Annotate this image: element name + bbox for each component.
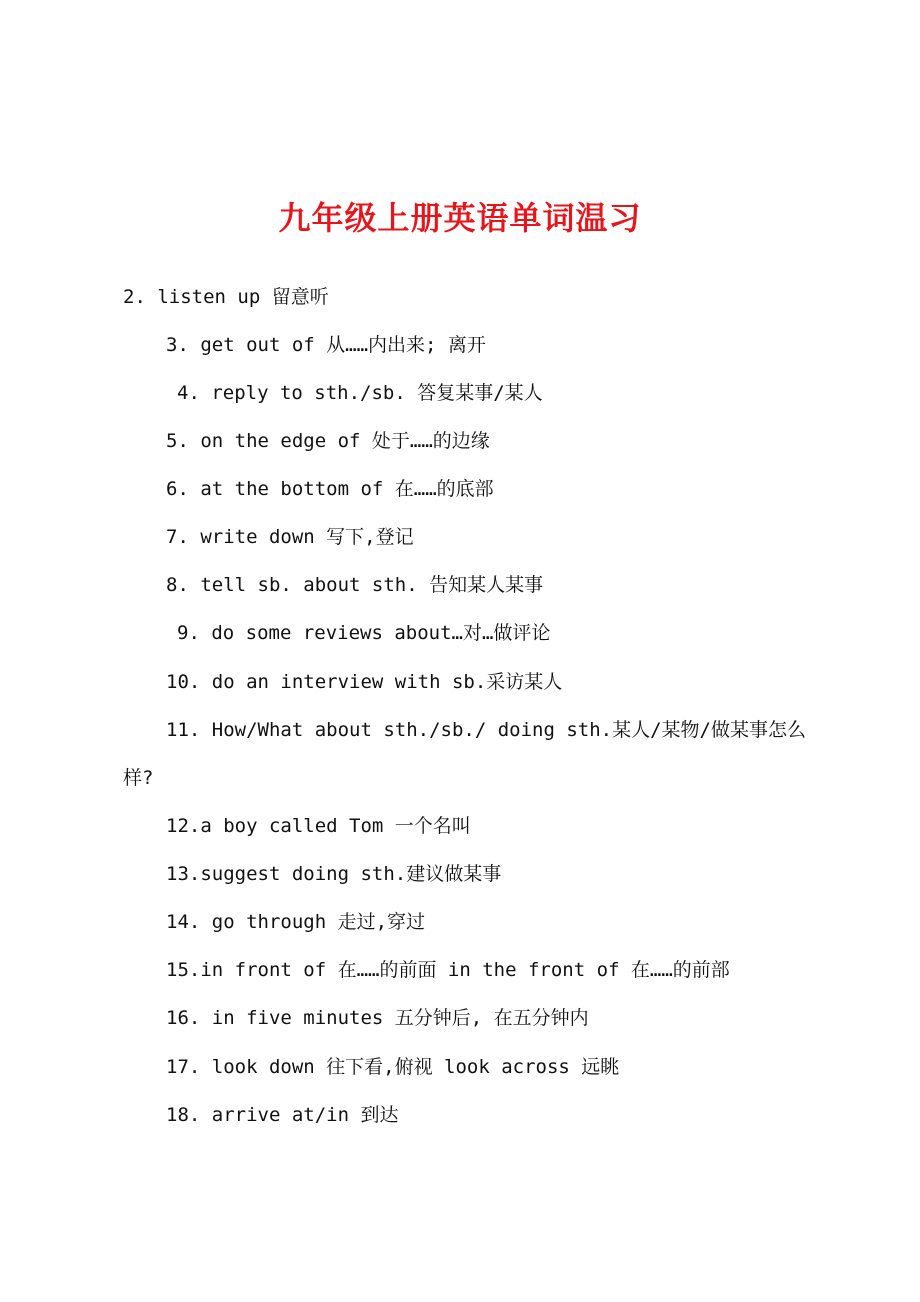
list-item: 17. look down 往下看,俯视 look across 远眺: [166, 1056, 620, 1078]
list-item: 13.suggest doing sth.建议做某事: [166, 863, 502, 885]
list-item: 12.a boy called Tom 一个名叫: [166, 815, 471, 837]
list-item: 14. go through 走过,穿过: [166, 911, 426, 933]
list-item: 9. do some reviews about…对…做评论: [177, 622, 551, 644]
list-item: 15.in front of 在……的前面 in the front of 在……的前部: [166, 959, 730, 981]
list-item: 5. on the edge of 处于……的边缘: [166, 430, 490, 452]
list-item: 2. listen up 留意听: [123, 286, 329, 308]
list-item: 8. tell sb. about sth. 告知某人某事: [166, 574, 544, 596]
document-title: 九年级上册英语单词温习: [278, 199, 642, 237]
list-item: 4. reply to sth./sb. 答复某事/某人: [177, 382, 543, 404]
list-item: 11. How/What about sth./sb./ doing sth.某人/某物/做某事怎么: [166, 719, 806, 741]
list-item: 6. at the bottom of 在……的底部: [166, 478, 494, 500]
list-item-continuation: 样?: [123, 767, 154, 789]
list-item: 7. write down 写下,登记: [166, 526, 414, 548]
list-item: 10. do an interview with sb.采访某人: [166, 671, 563, 693]
list-item: 3. get out of 从……内出来; 离开: [166, 334, 486, 356]
list-item: 16. in five minutes 五分钟后, 在五分钟内: [166, 1007, 589, 1029]
list-item: 18. arrive at/in 到达: [166, 1104, 399, 1126]
